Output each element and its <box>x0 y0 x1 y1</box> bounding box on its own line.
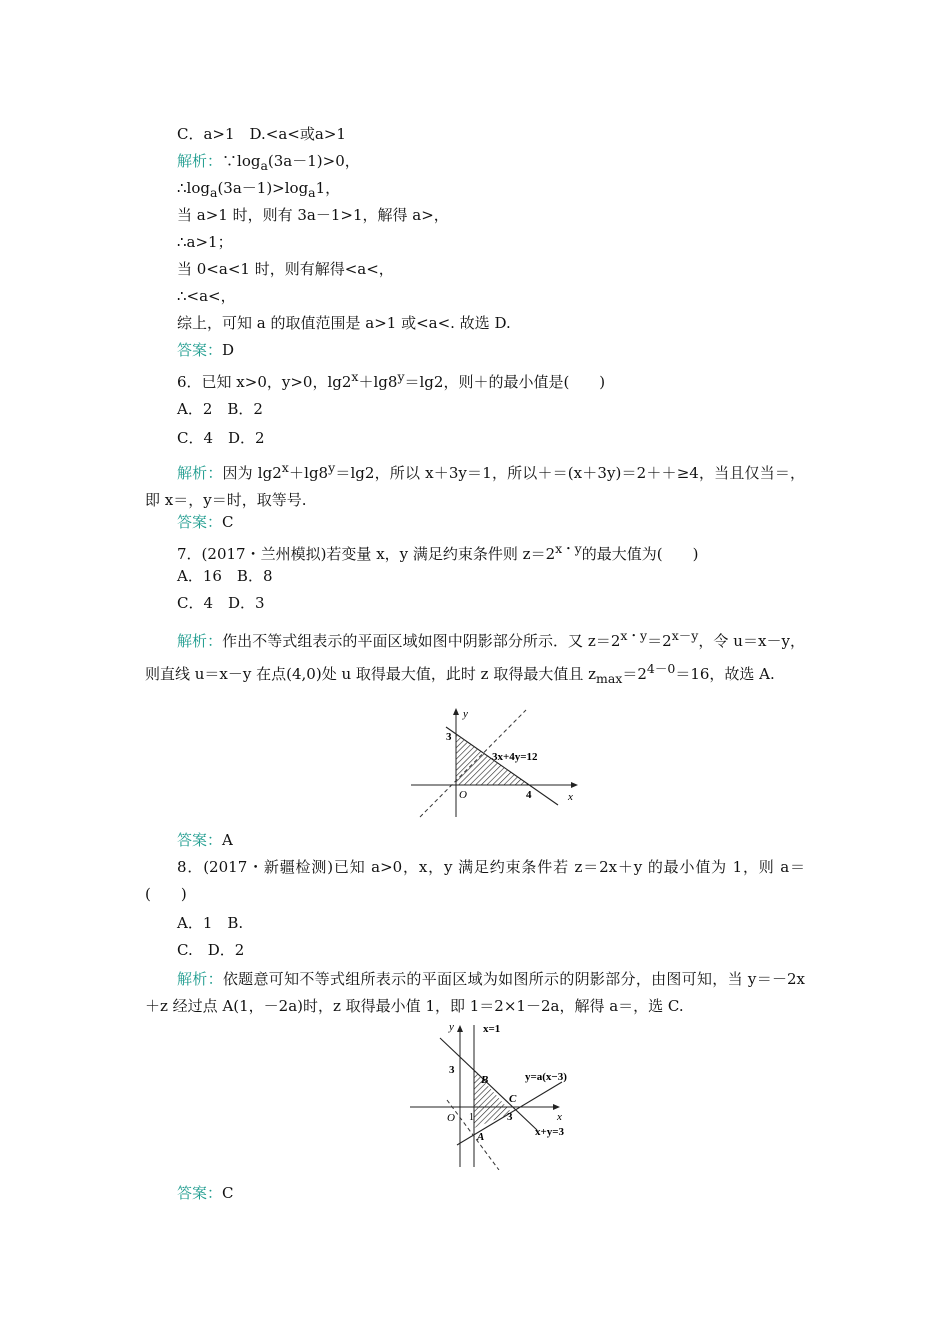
analysis-label: 解析： <box>177 464 223 482</box>
question-6: 6．已知 x>0，y>0，$\lg 2^x+\lg 8^y=\lg 2$，则＋的最小值是( ) <box>177 369 606 391</box>
solution-line: 当 a>1 时，则有 3a－1>1，解得 a>， <box>177 206 449 224</box>
answer-label: 答案： <box>177 341 223 359</box>
answer-label: 答案： <box>177 1184 223 1202</box>
option-line: A．16 B．8 <box>177 567 273 585</box>
x-label: x <box>557 1111 562 1123</box>
solution-line: 综上，可知 a 的取值范围是 a>1 或<a<. 故选 D. <box>177 314 511 332</box>
option-line: C．4 D．3 <box>177 594 265 612</box>
option-line: C. D．2 <box>177 941 245 959</box>
point-a: A <box>477 1131 485 1143</box>
solution-line: $\therefore\log_a(3a-1)>\log_a1$， <box>177 179 341 200</box>
x1-label: x=1 <box>483 1023 501 1035</box>
option-line: A．2 B．2 <box>177 400 263 418</box>
line-label: 3x+4y=12 <box>492 751 538 763</box>
option-line: C．4 D．2 <box>177 429 265 447</box>
x-tick: 4 <box>526 789 532 801</box>
solution-paragraph: 解析：作出不等式组表示的平面区域如图中阴影部分所示．又 $z=2^{x・y}=2^{x-y}$，令 u＝x－y，则直线 u＝x－y 在点(4,0)处 u 取得最大值，此时 z 取得最大值且 $z_{max}=2^{4-0}=16$，故选 A. <box>145 628 805 686</box>
option-line: A．1 B. <box>177 914 244 932</box>
answer-line: 答案：C <box>177 513 234 531</box>
x-tick: 3 <box>507 1111 513 1123</box>
solution-line: 当 0<a<1 时，则有解得<a<， <box>177 260 394 278</box>
line-a-label: y=a(x−3) <box>525 1071 567 1083</box>
figure-feasible-region-1 <box>408 705 583 820</box>
answer-label: 答案： <box>177 513 223 531</box>
option-line: C．a>1 D.<a<或a>1 <box>177 125 346 143</box>
y-label: y <box>449 1021 454 1033</box>
point-c: C <box>509 1093 517 1105</box>
analysis-label: 解析： <box>177 632 223 650</box>
x-label: x <box>568 791 573 803</box>
point-b: B <box>481 1074 489 1086</box>
solution-line: ∴a>1； <box>177 233 233 251</box>
y-tick: 3 <box>446 731 452 743</box>
y-label: y <box>463 708 468 720</box>
answer-line: 答案：C <box>177 1184 234 1202</box>
analysis-label: 解析： <box>177 970 223 988</box>
origin-label: O <box>447 1112 455 1124</box>
origin-label: O <box>459 789 467 801</box>
y-tick: 3 <box>449 1064 455 1076</box>
answer-line: 答案：D <box>177 341 235 359</box>
solution-line: 解析：$\because\log_a(3a-1)>0$， <box>177 152 360 173</box>
one-tick: 1 <box>469 1112 474 1123</box>
question-8: 8．(2017・新疆检测)已知 a>0，x，y 满足约束条件若 z＝2x＋y 的最小值为 1，则 a＝( ) <box>145 858 805 903</box>
analysis-label: 解析： <box>177 152 223 170</box>
solution-paragraph: 解析：因为 $\lg 2^x+\lg 8^y=\lg 2$，所以 x＋3y＝1，所以＋＝(x＋3y)＝2＋＋≥4，当且仅当＝，即 x＝，y＝时，取等号. <box>145 460 805 509</box>
answer-line: 答案：A <box>177 831 233 849</box>
figure-feasible-region-2 <box>407 1020 592 1170</box>
answer-label: 答案： <box>177 831 223 849</box>
line-b-label: x+y=3 <box>535 1126 565 1138</box>
solution-paragraph: 解析：依题意可知不等式组所表示的平面区域为如图所示的阴影部分，由图可知，当 y＝－2x＋z 经过点 A(1，－2a)时，z 取得最小值 1，即 1＝2×1－2a，解得 a＝，选 C. <box>145 970 805 1015</box>
question-7: 7．(2017・兰州模拟)若变量 x，y 满足约束条件则 $z=2^{x・y}$的最大值为( ) <box>177 541 699 563</box>
solution-line: ∴<a<， <box>177 287 236 305</box>
